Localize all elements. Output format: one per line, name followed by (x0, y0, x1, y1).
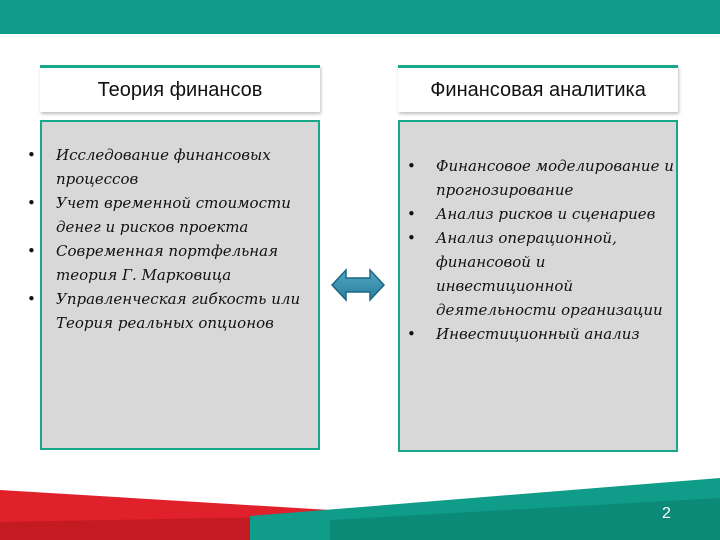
footer-decoration (0, 470, 720, 540)
list-item: • Анализ рисков и сценариев (400, 202, 680, 226)
list-item: • Инвестиционный анализ (400, 322, 680, 346)
list-item: • Анализ операционной, финансовой и инвестиционной деятельности организации (400, 226, 680, 322)
list-item: • Управленческая гибкость или Теория реальных опционов (20, 287, 320, 335)
right-bullet-list (400, 154, 680, 346)
list-item: • Учет временной стоимости денег и рисков проекта (20, 191, 320, 239)
left-bullet-list (20, 143, 320, 335)
top-band (0, 0, 720, 34)
list-item: • Исследование финансовых процессов (20, 143, 320, 191)
list-item: • Финансовое моделирование и прогнозирование (400, 154, 680, 202)
list-item: • Современная портфельная теория Г. Марковица (20, 239, 320, 287)
page-number: 2 (662, 505, 671, 522)
double-arrow-icon (330, 265, 386, 305)
left-column-title: Теория финансов (40, 65, 320, 112)
right-column-title: Финансовая аналитика (398, 65, 678, 112)
